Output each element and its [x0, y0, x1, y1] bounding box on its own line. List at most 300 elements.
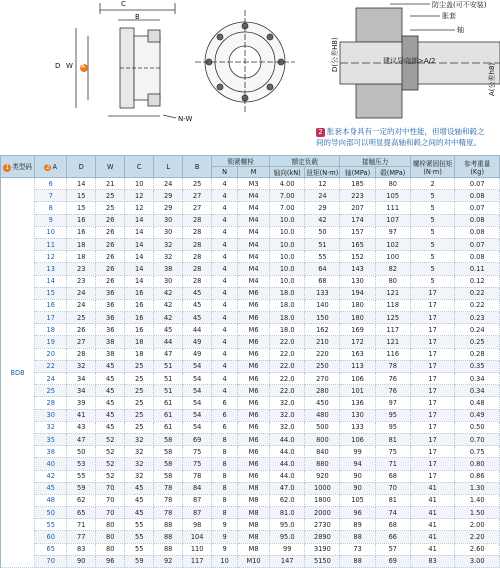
- table-cell: 4: [212, 312, 238, 324]
- table-cell: 18: [125, 348, 154, 360]
- table-cell: M6: [238, 373, 270, 385]
- table-row: [1, 226, 500, 238]
- table-cell: 44.0: [270, 433, 305, 445]
- table-cell: 12: [125, 190, 154, 202]
- table-cell: 28: [67, 348, 96, 360]
- table-cell: 25: [125, 385, 154, 397]
- table-cell: 24: [154, 178, 183, 190]
- table-cell: 1.40: [455, 494, 500, 506]
- dim-b-label: B: [135, 13, 140, 21]
- table-cell: 30: [154, 214, 183, 226]
- table-cell: 61: [154, 421, 183, 433]
- table-cell: 66: [375, 531, 410, 543]
- table-cell: 27: [183, 190, 212, 202]
- table-cell: 61: [154, 397, 183, 409]
- table-cell: 98: [183, 519, 212, 531]
- a-value-cell: 13: [35, 263, 67, 275]
- table-cell: 80: [96, 531, 125, 543]
- table-cell: 44.0: [270, 446, 305, 458]
- table-cell: 23: [67, 263, 96, 275]
- table-cell: 133: [305, 287, 340, 299]
- table-cell: 41: [410, 543, 455, 555]
- table-cell: 74: [375, 507, 410, 519]
- table-cell: 90: [340, 470, 375, 482]
- table-cell: 10.0: [270, 214, 305, 226]
- table-cell: 14: [67, 178, 96, 190]
- a-value-cell: 65: [35, 543, 67, 555]
- table-cell: 10.0: [270, 238, 305, 250]
- table-cell: 45: [96, 421, 125, 433]
- a-value-cell: 55: [35, 519, 67, 531]
- table-cell: 8: [212, 433, 238, 445]
- a-value-cell: 7: [35, 190, 67, 202]
- table-cell: 150: [305, 312, 340, 324]
- table-cell: 0.70: [455, 433, 500, 445]
- spec-table: [0, 155, 500, 568]
- th-weight: 参考重量 (Kg): [455, 156, 500, 178]
- table-cell: 147: [270, 555, 305, 567]
- table-row: [1, 519, 500, 531]
- table-cell: 0.50: [455, 421, 500, 433]
- table-cell: 25: [96, 190, 125, 202]
- a-value-cell: 48: [35, 494, 67, 506]
- table-cell: 165: [340, 238, 375, 250]
- table-row: [1, 421, 500, 433]
- technical-drawings: [0, 0, 500, 150]
- table-cell: 17: [410, 336, 455, 348]
- label-shaft: 轴: [457, 26, 464, 34]
- table-cell: 17: [410, 446, 455, 458]
- table-cell: 94: [340, 458, 375, 470]
- table-cell: 75: [183, 458, 212, 470]
- table-cell: 8: [212, 482, 238, 494]
- table-cell: M8: [238, 543, 270, 555]
- table-cell: M6: [238, 433, 270, 445]
- table-cell: 800: [305, 433, 340, 445]
- table-cell: 44.0: [270, 470, 305, 482]
- table-cell: 41: [410, 519, 455, 531]
- table-cell: 0.28: [455, 348, 500, 360]
- table-cell: 207: [340, 202, 375, 214]
- table-cell: 32: [125, 446, 154, 458]
- table-cell: 101: [340, 385, 375, 397]
- table-cell: 220: [305, 348, 340, 360]
- table-cell: 97: [375, 226, 410, 238]
- table-cell: 0.12: [455, 275, 500, 287]
- table-cell: 480: [305, 409, 340, 421]
- table-cell: 16: [67, 226, 96, 238]
- table-cell: 95: [375, 409, 410, 421]
- table-cell: 169: [340, 324, 375, 336]
- table-cell: 5: [410, 275, 455, 287]
- table-cell: 70: [96, 482, 125, 494]
- table-row: [1, 312, 500, 324]
- table-cell: 1800: [305, 494, 340, 506]
- table-row: [1, 214, 500, 226]
- table-cell: 36: [96, 287, 125, 299]
- table-cell: 16: [125, 299, 154, 311]
- table-cell: 52: [96, 446, 125, 458]
- table-cell: 47: [67, 433, 96, 445]
- table-cell: 28: [183, 275, 212, 287]
- section-label: N-W: [178, 115, 193, 123]
- a-value-cell: 8: [35, 202, 67, 214]
- table-cell: 59: [67, 482, 96, 494]
- table-cell: 880: [305, 458, 340, 470]
- table-cell: 5: [410, 214, 455, 226]
- table-cell: 111: [375, 202, 410, 214]
- table-cell: 4: [212, 238, 238, 250]
- table-cell: 163: [340, 348, 375, 360]
- table-cell: 143: [340, 263, 375, 275]
- table-row: [1, 263, 500, 275]
- table-cell: 162: [305, 324, 340, 336]
- table-cell: M8: [238, 519, 270, 531]
- table-cell: M6: [238, 360, 270, 372]
- a-value-cell: 30: [35, 409, 67, 421]
- table-cell: 59: [125, 555, 154, 567]
- table-cell: 140: [305, 299, 340, 311]
- table-cell: 28: [183, 238, 212, 250]
- table-cell: 30: [154, 226, 183, 238]
- table-cell: 32: [125, 470, 154, 482]
- table-row: [1, 433, 500, 445]
- label-dust-cover: 防尘盖(可不安装): [432, 1, 487, 9]
- table-cell: 280: [305, 385, 340, 397]
- a-value-cell: 6: [35, 178, 67, 190]
- dim-w-label: W: [66, 62, 73, 70]
- table-cell: 2.00: [455, 519, 500, 531]
- table-cell: 61: [154, 409, 183, 421]
- th-b: B: [183, 156, 212, 178]
- table-cell: 32.0: [270, 397, 305, 409]
- table-cell: 24: [67, 287, 96, 299]
- table-cell: 29: [154, 202, 183, 214]
- table-cell: 0.11: [455, 263, 500, 275]
- table-cell: 38: [154, 263, 183, 275]
- table-row: [1, 470, 500, 482]
- table-row: [1, 324, 500, 336]
- table-cell: 52: [96, 470, 125, 482]
- table-cell: 22.0: [270, 348, 305, 360]
- table-cell: M6: [238, 324, 270, 336]
- a-value-cell: 15: [35, 287, 67, 299]
- table-cell: 18.0: [270, 299, 305, 311]
- table-cell: 102: [375, 238, 410, 250]
- table-cell: 71: [375, 458, 410, 470]
- table-cell: 78: [154, 507, 183, 519]
- a-value-cell: 28: [35, 397, 67, 409]
- table-cell: 0.22: [455, 287, 500, 299]
- table-cell: 0.07: [455, 202, 500, 214]
- table-cell: 24: [305, 190, 340, 202]
- table-cell: 17: [410, 397, 455, 409]
- table-cell: 76: [375, 373, 410, 385]
- table-cell: 17: [410, 409, 455, 421]
- table-cell: 18.0: [270, 287, 305, 299]
- table-cell: 22.0: [270, 373, 305, 385]
- table-cell: 70: [375, 482, 410, 494]
- table-cell: 18: [67, 251, 96, 263]
- table-row: [1, 202, 500, 214]
- table-cell: 8: [212, 458, 238, 470]
- table-cell: 210: [305, 336, 340, 348]
- table-cell: 0.23: [455, 312, 500, 324]
- table-cell: 1000: [305, 482, 340, 494]
- table-cell: 80: [96, 519, 125, 531]
- table-cell: 68: [305, 275, 340, 287]
- table-cell: 17: [410, 360, 455, 372]
- table-cell: 95.0: [270, 531, 305, 543]
- table-cell: 0.86: [455, 470, 500, 482]
- table-cell: 2890: [305, 531, 340, 543]
- label-sleeve: 胀套: [442, 12, 456, 20]
- table-cell: 26: [96, 263, 125, 275]
- table-cell: 49: [183, 336, 212, 348]
- table-cell: 23: [67, 275, 96, 287]
- table-cell: 118: [375, 299, 410, 311]
- table-cell: 54: [183, 385, 212, 397]
- table-cell: 45: [96, 397, 125, 409]
- table-cell: 2730: [305, 519, 340, 531]
- a-value-cell: 45: [35, 482, 67, 494]
- table-cell: 920: [305, 470, 340, 482]
- table-cell: M6: [238, 409, 270, 421]
- table-row: [1, 494, 500, 506]
- table-cell: 4.00: [270, 178, 305, 190]
- spec-table-body: [1, 178, 500, 568]
- table-cell: 113: [340, 360, 375, 372]
- table-cell: 840: [305, 446, 340, 458]
- th-c: C: [125, 156, 154, 178]
- table-cell: 5150: [305, 555, 340, 567]
- table-cell: 50: [67, 446, 96, 458]
- table-cell: 32: [125, 433, 154, 445]
- table-cell: 64: [305, 263, 340, 275]
- a-value-cell: 42: [35, 470, 67, 482]
- a-value-cell: 17: [35, 312, 67, 324]
- table-cell: 51: [154, 385, 183, 397]
- table-cell: M4: [238, 202, 270, 214]
- table-row: [1, 409, 500, 421]
- table-cell: 0.08: [455, 190, 500, 202]
- table-cell: M10: [238, 555, 270, 567]
- table-cell: 88: [154, 519, 183, 531]
- table-cell: 180: [340, 299, 375, 311]
- table-cell: 130: [340, 409, 375, 421]
- table-cell: 5: [410, 202, 455, 214]
- th-d: D: [67, 156, 96, 178]
- a-value-cell: 14: [35, 275, 67, 287]
- table-cell: 88: [154, 543, 183, 555]
- table-cell: 58: [154, 446, 183, 458]
- table-cell: 6: [212, 397, 238, 409]
- table-cell: M6: [238, 312, 270, 324]
- table-cell: 16: [67, 214, 96, 226]
- table-cell: M4: [238, 226, 270, 238]
- table-cell: 51: [154, 373, 183, 385]
- table-cell: 172: [340, 336, 375, 348]
- th-n: N: [212, 167, 238, 178]
- table-cell: 55: [125, 543, 154, 555]
- table-row: [1, 482, 500, 494]
- table-cell: 5: [410, 263, 455, 275]
- table-cell: M8: [238, 494, 270, 506]
- table-cell: 87: [183, 494, 212, 506]
- table-cell: 10: [125, 178, 154, 190]
- table-cell: 180: [340, 312, 375, 324]
- table-cell: 28: [183, 251, 212, 263]
- table-cell: 36: [96, 312, 125, 324]
- table-cell: 44: [183, 324, 212, 336]
- a-value-cell: 25: [35, 385, 67, 397]
- table-cell: M6: [238, 397, 270, 409]
- table-cell: 4: [212, 336, 238, 348]
- table-cell: M6: [238, 348, 270, 360]
- table-cell: 84: [183, 482, 212, 494]
- table-cell: 4: [212, 324, 238, 336]
- table-cell: 42: [305, 214, 340, 226]
- table-cell: 14: [125, 214, 154, 226]
- dim-d-label: D: [55, 62, 61, 70]
- table-cell: M4: [238, 275, 270, 287]
- table-cell: 0.07: [455, 178, 500, 190]
- table-cell: 10.0: [270, 263, 305, 275]
- a-value-cell: 32: [35, 421, 67, 433]
- table-cell: 27: [67, 336, 96, 348]
- table-cell: 25: [183, 178, 212, 190]
- table-row: [1, 336, 500, 348]
- table-cell: 41: [410, 531, 455, 543]
- table-row: [1, 190, 500, 202]
- table-cell: 55: [305, 251, 340, 263]
- th-load-group: 额定负载: [270, 156, 340, 167]
- table-cell: 4: [212, 226, 238, 238]
- table-cell: M6: [238, 336, 270, 348]
- table-cell: 54: [183, 360, 212, 372]
- table-cell: 99: [270, 543, 305, 555]
- table-cell: 2: [410, 178, 455, 190]
- table-cell: 41: [67, 409, 96, 421]
- table-cell: 4: [212, 251, 238, 263]
- table-cell: 17: [410, 433, 455, 445]
- table-cell: 76: [375, 385, 410, 397]
- table-cell: 26: [96, 275, 125, 287]
- a-value-cell: 40: [35, 458, 67, 470]
- a-value-cell: 19: [35, 336, 67, 348]
- table-cell: M4: [238, 214, 270, 226]
- type-value-cell: BDB: [1, 178, 35, 568]
- table-cell: 14: [125, 238, 154, 250]
- table-cell: 25: [125, 373, 154, 385]
- design-note: [316, 126, 485, 148]
- table-cell: 133: [340, 421, 375, 433]
- table-cell: 58: [154, 458, 183, 470]
- table-row: [1, 287, 500, 299]
- table-cell: 41: [410, 507, 455, 519]
- table-cell: 55: [125, 531, 154, 543]
- a-value-cell: 12: [35, 251, 67, 263]
- table-cell: 18.0: [270, 324, 305, 336]
- th-pressure-group: 接触压力: [340, 156, 410, 167]
- a-value-cell: 20: [35, 348, 67, 360]
- table-row: [1, 446, 500, 458]
- table-cell: 88: [340, 531, 375, 543]
- table-cell: 88: [340, 555, 375, 567]
- table-cell: 0.80: [455, 458, 500, 470]
- table-cell: 106: [340, 433, 375, 445]
- table-cell: 80: [96, 543, 125, 555]
- table-cell: 70: [96, 494, 125, 506]
- table-cell: 121: [375, 287, 410, 299]
- table-cell: 18: [67, 238, 96, 250]
- table-cell: 80: [375, 178, 410, 190]
- table-cell: 90: [340, 482, 375, 494]
- table-cell: 0.34: [455, 373, 500, 385]
- table-cell: 73: [340, 543, 375, 555]
- table-cell: 26: [96, 251, 125, 263]
- table-cell: 0.34: [455, 385, 500, 397]
- table-cell: 29: [154, 190, 183, 202]
- table-row: [1, 531, 500, 543]
- table-cell: 174: [340, 214, 375, 226]
- table-cell: 14: [125, 275, 154, 287]
- table-cell: 0.08: [455, 251, 500, 263]
- table-cell: 54: [183, 373, 212, 385]
- table-cell: 12: [125, 202, 154, 214]
- table-cell: 4: [212, 202, 238, 214]
- table-cell: 4: [212, 385, 238, 397]
- table-cell: 2.20: [455, 531, 500, 543]
- table-cell: 58: [154, 433, 183, 445]
- table-cell: M3: [238, 178, 270, 190]
- th-a: 2 A: [35, 156, 67, 178]
- table-cell: 8: [212, 470, 238, 482]
- table-cell: 25: [125, 421, 154, 433]
- table-cell: M4: [238, 190, 270, 202]
- table-cell: 30: [154, 275, 183, 287]
- a-badge: 2: [46, 163, 50, 171]
- table-cell: 58: [154, 470, 183, 482]
- a-value-cell: 70: [35, 555, 67, 567]
- table-cell: 12: [305, 178, 340, 190]
- table-cell: 50: [305, 226, 340, 238]
- table-row: [1, 348, 500, 360]
- table-cell: 22.0: [270, 385, 305, 397]
- table-cell: 83: [67, 543, 96, 555]
- table-cell: 41: [410, 494, 455, 506]
- table-cell: 0.07: [455, 238, 500, 250]
- table-cell: 68: [375, 470, 410, 482]
- table-cell: 121: [375, 336, 410, 348]
- table-cell: 52: [96, 433, 125, 445]
- table-row: [1, 543, 500, 555]
- table-cell: 26: [96, 214, 125, 226]
- table-cell: 16: [125, 287, 154, 299]
- table-cell: 136: [340, 397, 375, 409]
- table-cell: M4: [238, 238, 270, 250]
- table-cell: 65: [67, 507, 96, 519]
- table-cell: 78: [154, 494, 183, 506]
- table-cell: 78: [154, 482, 183, 494]
- table-cell: 16: [125, 324, 154, 336]
- table-cell: 88: [154, 531, 183, 543]
- table-cell: M6: [238, 421, 270, 433]
- table-cell: 2000: [305, 507, 340, 519]
- table-cell: 9: [212, 531, 238, 543]
- table-cell: 90: [67, 555, 96, 567]
- table-row: [1, 360, 500, 372]
